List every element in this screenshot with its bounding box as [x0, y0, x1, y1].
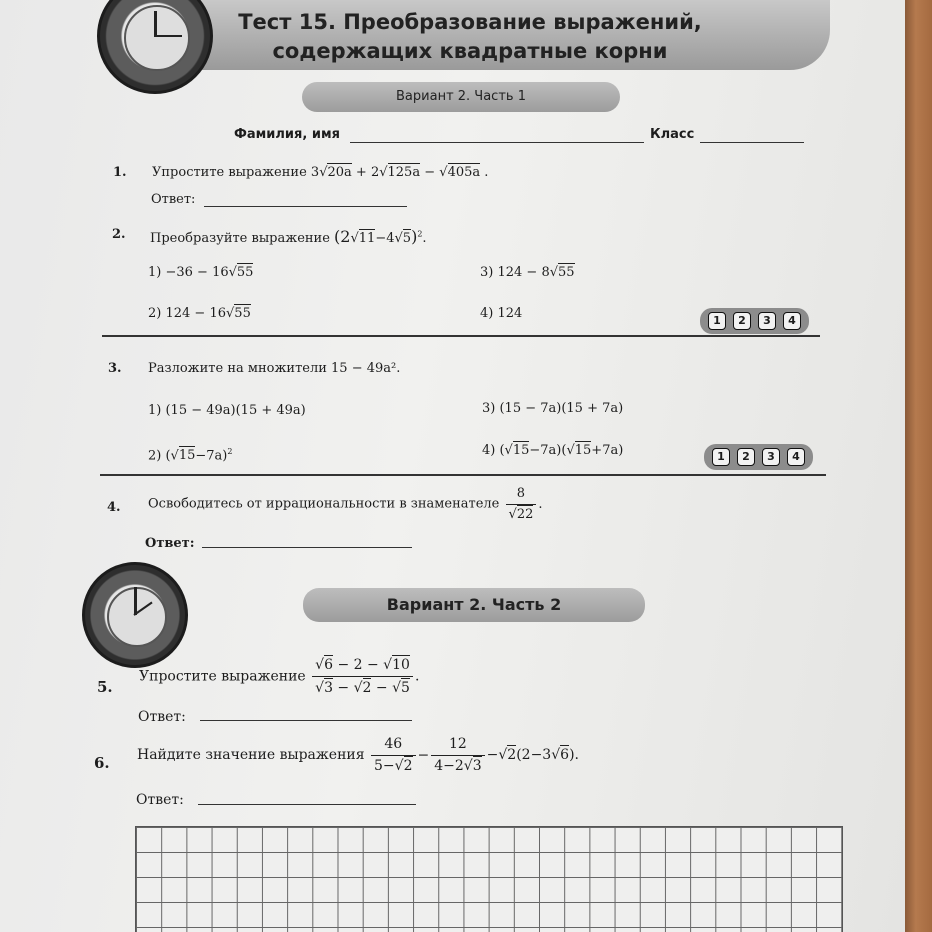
- question-1-answer-field[interactable]: [204, 191, 407, 207]
- question-4-answer-field[interactable]: [202, 532, 412, 548]
- question-2-option-1[interactable]: 1) −36 − 16√55: [148, 265, 254, 280]
- question-2-number: 2.: [112, 227, 126, 242]
- question-3-option-3[interactable]: 3) (15 − 7a)(15 + 7a): [482, 401, 624, 416]
- question-3-answer-badges: [704, 444, 813, 470]
- divider: [100, 474, 826, 476]
- question-3-number: 3.: [108, 361, 122, 376]
- wooden-table-edge: [905, 0, 932, 932]
- question-5-text: Упростите выражение $\frac{√6 - 2 - √10}{√3 - √2 - √5}$ .: [139, 654, 419, 699]
- variant-part2-label: Вариант 2. Часть 2: [303, 588, 645, 622]
- question-6-text: Найдите значение выражения $\frac{46}{5-√2}$ − $\frac{12}{4-2√3}$ −√2(2−3√6).: [137, 736, 579, 774]
- question-5-answer-label: Ответ:: [138, 709, 186, 725]
- variant-part1-label: Вариант 2. Часть 1: [302, 82, 620, 112]
- question-6-number: 6.: [94, 754, 110, 772]
- answer-badge-2[interactable]: 2: [737, 448, 755, 466]
- question-3-text: Разложите на множители 15 − 49a².: [148, 361, 401, 376]
- answer-badge-2[interactable]: 2: [733, 312, 751, 330]
- name-field[interactable]: [350, 126, 644, 143]
- question-3-option-4[interactable]: 4) (√15−7a)(√15+7a): [482, 443, 624, 458]
- question-4-text: Освободитесь от иррациональности в знаменателе $\frac{8}{√22}$ .: [148, 486, 543, 522]
- name-label: Фамилия, имя: [234, 127, 340, 142]
- question-5-answer-field[interactable]: [200, 704, 412, 721]
- question-1-answer-label: Ответ:: [151, 192, 196, 207]
- question-2-option-3[interactable]: 3) 124 − 8√55: [480, 265, 575, 280]
- divider: [102, 335, 820, 337]
- question-1-text: Упростите выражение 3√20a + 2√125a − √405a .: [152, 165, 489, 180]
- question-1-number: 1.: [113, 165, 127, 180]
- question-6-answer-field[interactable]: [198, 788, 416, 805]
- answer-grid[interactable]: [135, 826, 843, 932]
- question-4-answer-label: Ответ:: [145, 536, 195, 551]
- class-label: Класс: [650, 127, 695, 142]
- question-2-option-4[interactable]: 4) 124: [480, 306, 523, 321]
- answer-badge-3[interactable]: 3: [762, 448, 780, 466]
- answer-badge-3[interactable]: 3: [758, 312, 776, 330]
- question-5-number: 5.: [97, 678, 113, 696]
- question-3-option-2[interactable]: 2) $(√15-7a)^2$: [148, 447, 233, 464]
- question-3-option-1[interactable]: 1) (15 − 49a)(15 + 49a): [148, 403, 306, 418]
- question-2-text: Преобразуйте выражение $(2√11-4√5)^2$.: [150, 227, 427, 246]
- answer-badge-1[interactable]: 1: [712, 448, 730, 466]
- class-field[interactable]: [700, 126, 804, 143]
- question-4-number: 4.: [107, 500, 121, 515]
- question-2-option-2[interactable]: 2) 124 − 16√55: [148, 306, 251, 321]
- question-6-answer-label: Ответ:: [136, 792, 184, 808]
- question-2-answer-badges: [700, 308, 809, 334]
- page-title: Тест 15. Преобразование выражений, содержащих квадратные корни: [238, 10, 702, 63]
- answer-badge-1[interactable]: 1: [708, 312, 726, 330]
- answer-badge-4[interactable]: 4: [787, 448, 805, 466]
- clock-icon: [82, 562, 188, 668]
- answer-badge-4[interactable]: 4: [783, 312, 801, 330]
